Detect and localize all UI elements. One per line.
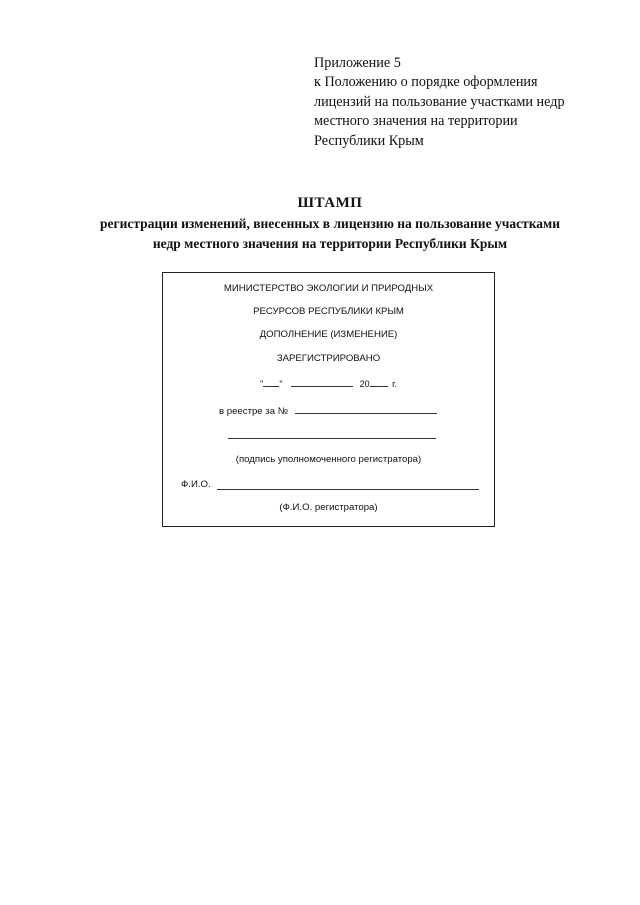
registration-stamp <box>162 272 495 527</box>
appendix-block <box>314 54 624 151</box>
registry-number-blank <box>295 404 437 414</box>
date-year: 20 <box>359 379 370 389</box>
heading-subtitle-line2: недр местного значения на территории Республики Крым <box>152 236 508 251</box>
appendix-line: Республики Крым <box>314 132 424 149</box>
fio-line <box>217 489 479 490</box>
date-row <box>163 377 494 389</box>
date-suffix: г. <box>392 379 397 389</box>
fio-label: Ф.И.О. <box>181 479 211 490</box>
year-blank <box>370 377 388 387</box>
ministry-line1: МИНИСТЕРСТВО ЭКОЛОГИИ И ПРИРОДНЫХ <box>223 283 434 294</box>
month-blank <box>291 377 353 387</box>
appendix-line: лицензий на пользование участками недр <box>314 93 565 110</box>
day-blank <box>263 377 279 387</box>
appendix-line: Приложение 5 <box>314 55 401 71</box>
registry-label: в реестре за № <box>219 406 288 417</box>
supplement-label: ДОПОЛНЕНИЕ (ИЗМЕНЕНИЕ) <box>259 329 398 340</box>
date-open-quote: " <box>260 379 264 389</box>
appendix-line: к Положению о порядке оформления <box>314 74 538 91</box>
signature-caption: (подпись уполномоченного регистратора) <box>235 454 422 465</box>
appendix-line: местного значения на территории <box>314 113 518 130</box>
heading-title: ШТАМП <box>297 195 363 211</box>
registry-row <box>219 404 437 417</box>
heading-subtitle-line1: регистрации изменений, внесенных в лицензию на пользование участками <box>99 216 560 231</box>
signature-line <box>228 438 436 439</box>
document-heading <box>40 194 620 253</box>
date-close-quote: " <box>279 379 283 389</box>
registered-label: ЗАРЕГИСТРИРОВАНО <box>276 353 381 364</box>
fio-caption: (Ф.И.О. регистратора) <box>279 502 378 513</box>
ministry-line2: РЕСУРСОВ РЕСПУБЛИКИ КРЫМ <box>253 306 404 317</box>
